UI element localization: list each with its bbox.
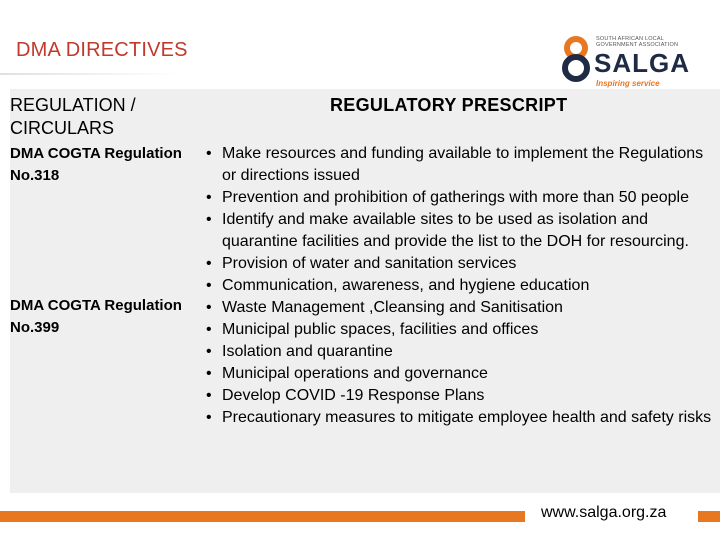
list-item: • Communication, awareness, and hygiene education: [202, 275, 712, 297]
directives-table: [10, 89, 720, 493]
logo-wordmark: SALGA: [594, 48, 690, 78]
bullet-icon: •: [206, 409, 212, 426]
footer-website-link[interactable]: www.salga.org.za: [541, 504, 667, 521]
header-regulation: REGULATION / CIRCULARS: [10, 95, 136, 138]
logo-association-text: SOUTH AFRICAN LOCAL GOVERNMENT ASSOCIATION: [596, 36, 679, 48]
footer-accent-bar: [0, 511, 525, 522]
list-item: • Prevention and prohibition of gatherings with more than 50 people: [202, 187, 712, 209]
salga-logo: [562, 34, 692, 94]
title-divider: [0, 73, 180, 75]
prescript-list: [202, 143, 712, 429]
bullet-icon: •: [206, 145, 212, 162]
bullet-icon: •: [206, 255, 212, 272]
header-prescript: REGULATORY PRESCRIPT: [330, 95, 568, 115]
list-item: • Provision of water and sanitation services: [202, 253, 712, 275]
bullet-icon: •: [206, 277, 212, 294]
salga-eight-icon: [562, 36, 590, 82]
bullet-icon: •: [206, 189, 212, 206]
bullet-icon: •: [206, 321, 212, 338]
logo-tagline: Inspiring service: [596, 79, 660, 88]
list-item: • Identify and make available sites to be used as isolation and quarantine facilities and provide the list to the DOH for resourcing.: [206, 211, 689, 250]
bullet-icon: •: [206, 299, 212, 316]
list-item: • Municipal operations and governance: [202, 363, 712, 385]
list-item: • Municipal public spaces, facilities and offices: [202, 319, 712, 341]
bullet-icon: •: [206, 365, 212, 382]
bullet-icon: •: [206, 387, 212, 404]
list-item: • Make resources and funding available to implement the Regulations or directions issued: [206, 145, 704, 184]
footer-accent-bar-right: [698, 511, 720, 522]
page-title: DMA DIRECTIVES: [16, 39, 188, 61]
list-item: • Isolation and quarantine: [202, 341, 712, 363]
regulation-318: DMA COGTA Regulation No.318: [10, 145, 182, 184]
bullet-icon: •: [206, 211, 212, 228]
list-item: • Precautionary measures to mitigate employee health and safety risks: [202, 407, 712, 429]
bullet-icon: •: [206, 343, 212, 360]
regulation-399: DMA COGTA Regulation No.399: [10, 297, 182, 336]
list-item: • Develop COVID -19 Response Plans: [202, 385, 712, 407]
list-item: • Waste Management ,Cleansing and Sanitisation: [202, 297, 712, 319]
